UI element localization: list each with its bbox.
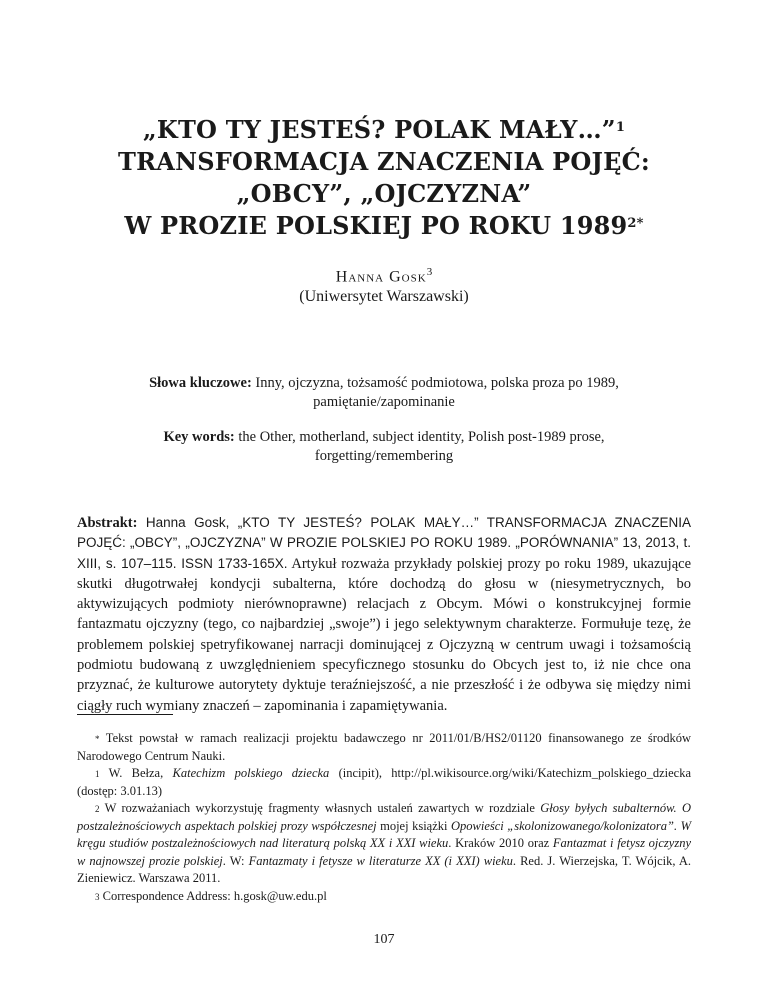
- footnote-1-text-a: W. Bełza,: [99, 766, 173, 780]
- footnote-2-mark: 2: [95, 804, 100, 814]
- abstract-citation: Hanna Gosk, „KTO TY JESTEŚ? POLAK MAŁY…” TRANSFORMACJA ZNACZENIA POJĘĆ: „OBCY”, „OJCZYZNA” W PROZIE POLSKIEJ PO ROKU 1989. „PORÓWNANIA” 13, 2013, t. XIII, s. 107–115. ISSN 1733-165X.: [77, 515, 691, 571]
- footnote-3-mark: 3: [95, 891, 100, 902]
- footnote-2-text-g: . W:: [222, 853, 249, 868]
- keywords-english-text-2: forgetting/remembering: [314, 448, 454, 464]
- keywords-polish: [80, 374, 688, 412]
- footnote-2: [77, 800, 691, 888]
- footnote-2-text-i: . Red. J. Wierzejska, T. Wójcik, A. Zieniewicz. Warszawa 2011.: [77, 853, 691, 885]
- title-line-4-text: W PROZIE POLSKIEJ PO ROKU 1989: [124, 211, 628, 240]
- abstract-label: Abstrakt:: [77, 515, 138, 531]
- footnote-star-text: Tekst powstał w ramach realizacji projektu badawczego nr 2011/01/B/HS2/01120 finansowanego ze środków Narodowego Centrum Nauki.: [77, 731, 691, 763]
- footnote-2-text-c: mojej książki: [376, 818, 451, 833]
- footnote-ref-2[interactable]: 2*: [627, 216, 644, 231]
- author-block: [60, 262, 708, 307]
- footnote-1-book-title: Katechizm polskiego dziecka: [172, 766, 330, 780]
- footnote-2-article-title: Fantazmat i fetysz ojczyzny w najnowszej prozie polskiej: [77, 836, 691, 868]
- footnote-2-volume-title: Fantazmaty i fetysze w literaturze XX (i XXI) wieku: [248, 853, 513, 868]
- title-line-3: „OBCY”, „OJCZYZNA”: [236, 179, 532, 208]
- footnote-star: [77, 730, 691, 765]
- footnote-ref-3[interactable]: 3: [426, 266, 433, 278]
- keywords-polish-label: Słowa kluczowe:: [149, 375, 252, 391]
- abstract-body: Artykuł rozważa przykłady polskiej prozy po roku 1989, ukazujące skutki długotrwałej kondycji subalterna, które dochodzą do głosu w (niesymetrycznych, bo aktywizujących podmioty nierównoprawne) relacjach z Obcym. Mówi o konstrukcyjnej formie fantazmatu ojczyzny (tego, co najbardziej „swoje”) i jego selektywnym charakterze. Formułuje tezę, że problemem polskiej spetryfikowanej narracji dominującej z Ojczyzną w centrum uwagi i tożsamością podmiotu budowaną z uwzględnieniem specyficznego stosunku do Obcych jest to, iż nie chce ona przyznać, że kulturowe autorytety dyktuje teraźniejszość, a nie przeszłość i że odbywa się między nimi ciągły ruch wymiany znaczeń – zapominania i zapamiętywania.: [77, 555, 691, 714]
- article-title: [60, 114, 708, 242]
- title-line-2: TRANSFORMACJA ZNACZENIA POJĘĆ:: [118, 147, 650, 176]
- footnote-2-book-title: Opowieści „skolonizowanego/kolonizatora”. W kręgu studiów postzależnościowych nad literaturą polską XX i XXI wieku: [77, 818, 691, 850]
- title-line-4: [60, 210, 708, 242]
- title-line-1: [60, 114, 708, 146]
- abstract-paragraph: [77, 513, 691, 716]
- title-line-1-text: „KTO TY JESTEŚ? POLAK MAŁY…”: [142, 115, 616, 144]
- author-affiliation: (Uniwersytet Warszawski): [299, 288, 469, 306]
- keywords-english-label: Key words:: [163, 429, 235, 445]
- footnote-separator: [77, 714, 173, 715]
- author-name: Hanna Gosk: [335, 268, 427, 286]
- footnotes: [77, 730, 691, 905]
- footnote-2-chapter-title: Głosy byłych subalternów. O postzależnościowych aspektach polskiej prozy współczesnej: [77, 801, 691, 833]
- footnote-2-text-a: W rozważaniach wykorzystuję fragmenty własnych ustaleń zawartych w rozdziale: [99, 801, 541, 815]
- footnote-1: [77, 765, 691, 800]
- footnote-3-text: Correspondence Address: h.gosk@uw.edu.pl: [99, 888, 327, 903]
- keywords-polish-text-2: pamiętanie/zapominanie: [313, 394, 455, 410]
- footnote-ref-1[interactable]: 1: [615, 120, 626, 135]
- keywords-english: [80, 428, 688, 466]
- keywords-english-line-1: [80, 428, 688, 447]
- keywords-polish-text-1: Inny, ojczyzna, tożsamość podmiotowa, polska proza po 1989,: [251, 375, 619, 391]
- footnote-1-link-text[interactable]: (incipit), http://pl.wikisource.org/wiki/Katechizm_polskiego_dziecka (dostęp: 3.01.13): [77, 766, 691, 798]
- page-number: 107: [373, 932, 395, 947]
- keywords-english-text-1: the Other, motherland, subject identity, Polish post-1989 prose,: [234, 429, 605, 445]
- footnote-2-text-e: . Kraków 2010 oraz: [448, 836, 553, 850]
- keywords-polish-line-1: [80, 374, 688, 393]
- author-line: [60, 262, 708, 287]
- footnote-star-mark: *: [95, 734, 100, 744]
- footnote-1-mark: 1: [95, 769, 100, 779]
- footnote-3: [77, 888, 691, 906]
